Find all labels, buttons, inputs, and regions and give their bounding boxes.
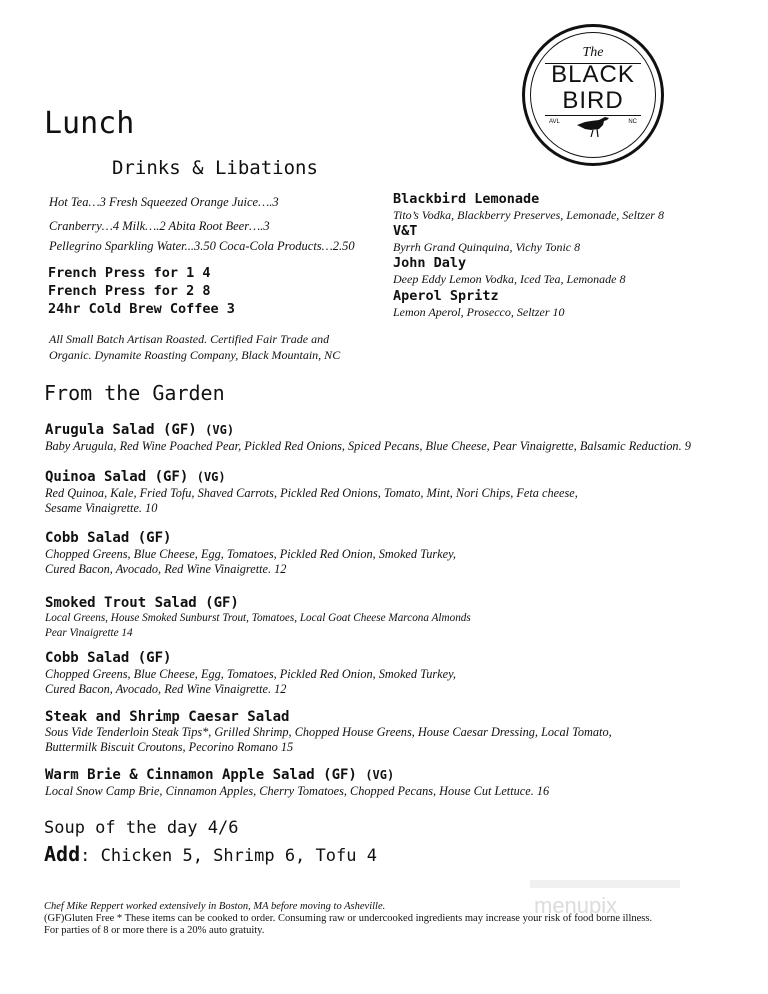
menu-item-name bbox=[45, 530, 171, 546]
footer-notes bbox=[44, 901, 652, 937]
desc-line: Chopped Greens, Blue Cheese, Egg, Tomatoes, Pickled Red Onion, Smoked Turkey, bbox=[45, 547, 456, 561]
desc-line: Pear Vinaigrette 14 bbox=[45, 627, 133, 639]
watermark-bar bbox=[530, 880, 680, 888]
coffee-line: 24hr Cold Brew Coffee 3 bbox=[48, 301, 235, 317]
desc-line: Buttermilk Biscuit Croutons, Pecorino Romano 15 bbox=[45, 740, 294, 754]
coffee-line: French Press for 1 4 bbox=[48, 265, 211, 281]
footer-line: Chef Mike Reppert worked extensively in Boston, MA before moving to Asheville. bbox=[44, 901, 386, 912]
logo-avl: AVL bbox=[549, 119, 560, 125]
desc-line: Sous Vide Tenderloin Steak Tips*, Grilled Shrimp, Chopped House Greens, House Caesar Dressing, Local Tomato, bbox=[45, 725, 612, 739]
blackbird-logo bbox=[522, 24, 664, 166]
menu-item-desc bbox=[45, 547, 456, 577]
coffee-note bbox=[49, 331, 340, 363]
cocktail-desc: Tito’s Vodka, Blackberry Preserves, Lemonade, Seltzer 8 bbox=[393, 208, 664, 222]
cocktail-desc: Byrrh Grand Quinquina, Vichy Tonic 8 bbox=[393, 240, 581, 254]
desc-line: Sesame Vinaigrette. 10 bbox=[45, 501, 158, 515]
logo-bird: BIRD bbox=[562, 87, 624, 114]
desc-line: Cured Bacon, Avocado, Red Wine Vinaigrette. 12 bbox=[45, 562, 287, 576]
add-ons bbox=[44, 842, 377, 866]
cocktail-desc: Deep Eddy Lemon Vodka, Iced Tea, Lemonade 8 bbox=[393, 272, 626, 286]
cocktail-name: Blackbird Lemonade bbox=[393, 191, 540, 207]
menu-item-name bbox=[45, 650, 171, 666]
menu-item-desc bbox=[45, 486, 578, 516]
menu-item-desc bbox=[45, 611, 471, 641]
garden-heading: From the Garden bbox=[44, 381, 225, 405]
drink-line: Cranberry…4 Milk….2 Abita Root Beer….3 bbox=[49, 219, 270, 233]
item-tag: (VG) bbox=[205, 423, 235, 437]
menu-item-name bbox=[45, 469, 226, 485]
menu-item-desc bbox=[45, 725, 612, 755]
desc-line: Local Greens, House Smoked Sunburst Trout, Tomatoes, Local Goat Cheese Marcona Almonds bbox=[45, 612, 471, 624]
soup-of-the-day: Soup of the day 4/6 bbox=[44, 818, 239, 838]
cocktail-name: Aperol Spritz bbox=[393, 288, 499, 304]
item-title: Arugula Salad (GF) bbox=[45, 422, 197, 438]
item-title: Warm Brie & Cinnamon Apple Salad (GF) bbox=[45, 767, 357, 783]
logo-black: BLACK bbox=[551, 61, 635, 88]
menu-item-name bbox=[45, 422, 234, 438]
drink-line: Pellegrino Sparkling Water...3.50 Coca-Cola Products…2.50 bbox=[49, 239, 355, 253]
item-title: Cobb Salad (GF) bbox=[45, 650, 172, 666]
item-title: Cobb Salad (GF) bbox=[45, 530, 172, 546]
cocktail-desc: Lemon Aperol, Prosecco, Seltzer 10 bbox=[393, 305, 565, 319]
coffee-line: French Press for 2 8 bbox=[48, 283, 211, 299]
logo-nc: NC bbox=[628, 119, 637, 125]
cocktail-name: John Daly bbox=[393, 255, 467, 271]
desc-line: Chopped Greens, Blue Cheese, Egg, Tomatoes, Pickled Red Onion, Smoked Turkey, bbox=[45, 667, 456, 681]
desc-line: Red Quinoa, Kale, Fried Tofu, Shaved Carrots, Pickled Red Onions, Tomato, Mint, Nori Chips, Feta cheese, bbox=[45, 486, 578, 500]
menu-item-name bbox=[45, 767, 394, 783]
add-options: : Chicken 5, Shrimp 6, Tofu 4 bbox=[80, 846, 377, 866]
item-title: Smoked Trout Salad (GF) bbox=[45, 595, 239, 611]
footer-line: For parties of 8 or more there is a 20% auto gratuity. bbox=[44, 925, 265, 936]
drinks-heading: Drinks & Libations bbox=[112, 157, 318, 179]
page-title: Lunch bbox=[44, 106, 135, 141]
footer-line: (GF)Gluten Free * These items can be cooked to order. Consuming raw or undercooked ingredients may increase your risk of food borne illness. bbox=[44, 913, 653, 924]
menu-item-name bbox=[45, 595, 239, 611]
logo-the: The bbox=[582, 45, 604, 60]
crow-icon bbox=[573, 111, 613, 141]
cocktail-name: V&T bbox=[393, 223, 418, 239]
coffee-note-line: All Small Batch Artisan Roasted. Certified Fair Trade and bbox=[49, 332, 330, 346]
watermark: menupix bbox=[534, 893, 618, 918]
item-title: Quinoa Salad (GF) bbox=[45, 469, 189, 485]
menu-item-name bbox=[45, 709, 289, 725]
menu-item-desc: Baby Arugula, Red Wine Poached Pear, Pickled Red Onions, Spiced Pecans, Blue Cheese, Pear Vinaigrette, Balsamic Reduction. 9 bbox=[45, 439, 691, 453]
desc-line: Cured Bacon, Avocado, Red Wine Vinaigrette. 12 bbox=[45, 682, 287, 696]
item-tag: (VG) bbox=[365, 768, 395, 782]
menu-item-desc: Local Snow Camp Brie, Cinnamon Apples, Cherry Tomatoes, Chopped Pecans, House Cut Lettuce. 16 bbox=[45, 784, 550, 798]
menu-item-desc bbox=[45, 667, 456, 697]
drink-line: Hot Tea…3 Fresh Squeezed Orange Juice….3 bbox=[49, 195, 279, 209]
item-tag: (VG) bbox=[196, 470, 226, 484]
coffee-note-line: Organic. Dynamite Roasting Company, Black Mountain, NC bbox=[49, 348, 341, 362]
item-title: Steak and Shrimp Caesar Salad bbox=[45, 709, 290, 725]
add-label: Add bbox=[44, 842, 81, 866]
